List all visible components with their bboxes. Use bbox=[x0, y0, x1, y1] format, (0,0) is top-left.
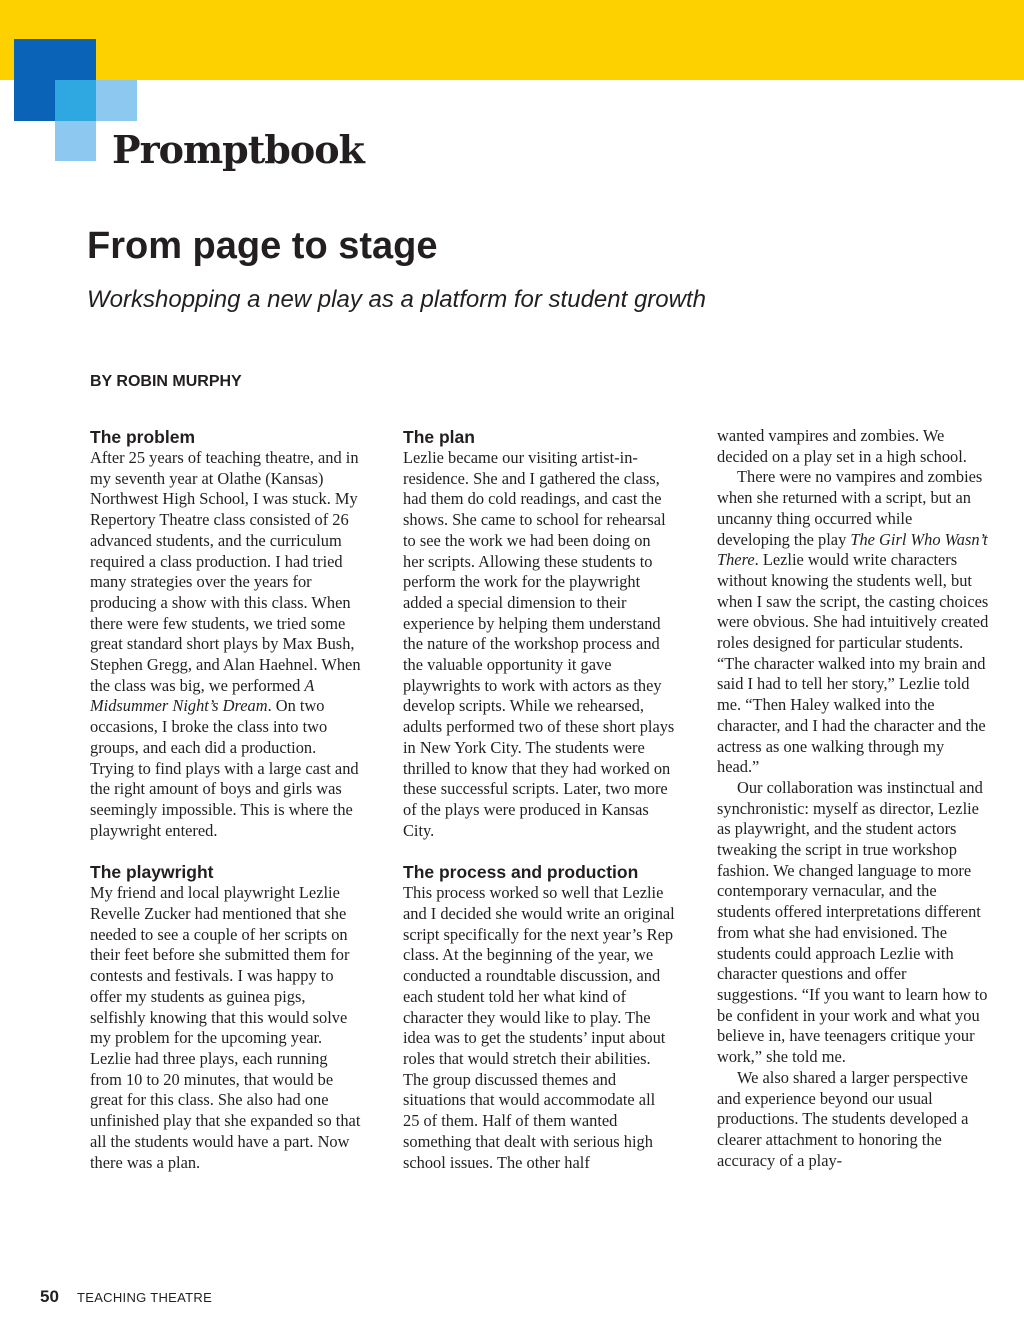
play-title: A Midsummer Night’s Dream bbox=[90, 675, 315, 716]
top-banner bbox=[0, 0, 1024, 80]
column-1 bbox=[90, 426, 362, 1173]
logo-square-light-lower bbox=[55, 121, 96, 161]
article-title: From page to stage bbox=[87, 225, 438, 267]
paragraph-col3-4: We also shared a larger perspective and experience beyond our usual productions. The students developed a clearer attachment to honoring the accuracy of a play- bbox=[717, 1067, 969, 1170]
article-subtitle: Workshopping a new play as a platform for student growth bbox=[87, 286, 706, 313]
heading-the-plan: The plan bbox=[403, 427, 475, 447]
heading-the-playwright: The playwright bbox=[90, 862, 214, 883]
logo-square-light bbox=[96, 80, 137, 121]
paragraph-col3-2: There were no vampires and zombies when she returned with a script, but an uncanny thing occurred while developing the play The Girl Who Wasn’t There. Lezlie would write characters without knowing the students well, but when I saw the script, the casting choices were obvious. She had intuitively created roles designed for particular students. “The character walked into my brain and said I had to tell her story,” Lezlie told me. “Then Haley walked into the character, and I had the character and the actress as one walking through my head.” bbox=[717, 467, 989, 777]
heading-process-and-production: The process and production bbox=[403, 862, 639, 883]
publication-name: TEACHING THEATRE bbox=[77, 1290, 213, 1305]
paragraph-problem: After 25 years of teaching theatre, and in my seventh year at Olathe (Kansas) Northwest High School, I was stuck. My Repertory Theatre class consisted of 26 advanced students, and the curriculum required a class production. I had tried many strategies over the years for producing a show with this class. When there were few students, we tried some great standard short plays by Max Bush, Stephen Gregg, and Alan Haehnel. When the class was big, we performed A Midsummer Night’s Dream. On two occasions, I broke the class into two groups, and each did a production. Trying to find plays with a large cast and the right amount of boys and girls was seemingly impossible. This is where the playwright entered. bbox=[90, 448, 361, 840]
byline: BY ROBIN MURPHY bbox=[90, 373, 242, 390]
paragraph-col3-1: wanted vampires and zombies. We decided on a play set in a high school. bbox=[717, 426, 967, 466]
page-number: 50 bbox=[40, 1287, 59, 1306]
paragraph-process: This process worked so well that Lezlie and I decided she would write an original script specifically for the next year’s Rep class. At the beginning of the year, we conducted a roundtable discussion, and each student told her what kind of character they would like to play. The idea was to get the students’ input about roles that would stretch their abilities. The group discussed themes and situations that would accommodate all 25 of them. Half of them wanted something that dealt with serious high school issues. The other half bbox=[403, 883, 675, 1172]
paragraph-plan: Lezlie became our visiting artist-in-residence. She and I gathered the class, had them do cold readings, and cast the shows. She came to school for rehearsal to see the work we had been doing on her scripts. Allowing these students to perform the work for the playwright added a special dimension to their experience by helping them understand the nature of the workshop process and the valuable opportunity it gave playwrights to work with actors as they develop scripts. While we rehearsed, adults performed two of these short plays in New York City. The students were thrilled to know that they had worked on these successful scripts. Later, two more of the plays were produced in Kansas City. bbox=[403, 448, 675, 840]
paragraph-col3-3: Our collaboration was instinctual and synchronistic: myself as director, Lezlie as playwright, and the student actors tweaking the script in true workshop fashion. We changed language to more contemporary vernacular, and the students offered interpretations different from what she had envisioned. The students could approach Lezlie with character questions and offer suggestions. “If you want to learn how to be confident in your work and what you believe in, have teenagers critique your work,” she told me. bbox=[717, 777, 988, 1067]
column-2 bbox=[403, 426, 675, 1173]
paragraph-playwright: My friend and local playwright Lezlie Revelle Zucker had mentioned that she needed to see a couple of her scripts on their feet before she submitted them for contests and festivals. I was happy to offer my students as guinea pigs, selfishly knowing that this would solve my problem for the upcoming year. Lezlie had three plays, each running from 10 to 20 minutes, that would be great for this class. She also had one unfinished play that she expanded so that all the students would have a part. Now there was a plan. bbox=[90, 883, 361, 1172]
heading-the-problem: The problem bbox=[90, 427, 196, 447]
play-title: The Girl Who Wasn’t There bbox=[717, 529, 988, 570]
logo-square-mid bbox=[55, 80, 96, 121]
column-3 bbox=[717, 426, 989, 1171]
section-label: Promptbook bbox=[112, 127, 364, 172]
